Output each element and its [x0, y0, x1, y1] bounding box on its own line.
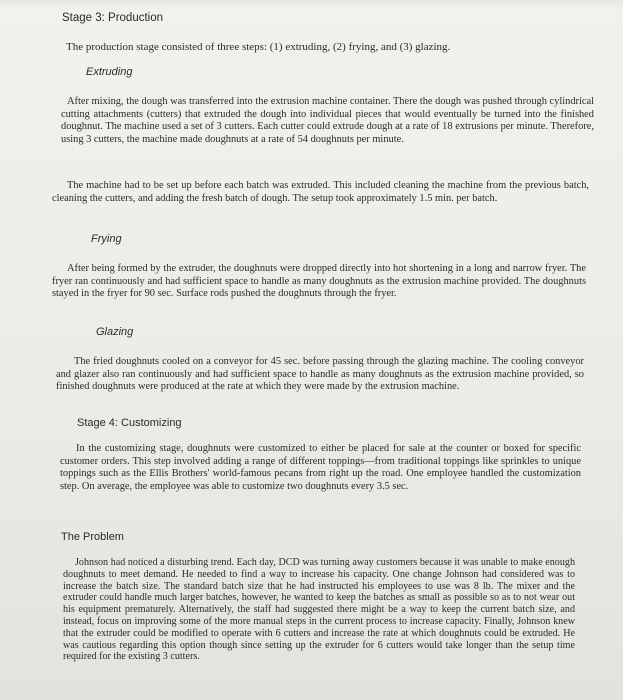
stage4-heading: Stage 4: Customizing [77, 417, 182, 429]
stage4-paragraph: In the customizing stage, doughnuts were customized to either be placed for sale at the counter or boxed for specific customer orders. This step involved adding a range of different toppings—from traditional toppings like sprinkles to unique toppings such as the Ellis Brothers' world-famous pecans from right up the road. One employee handled the customization step. On average, the employee was able to customize two doughnuts every 3.5 sec. [60, 443, 581, 492]
extruding-paragraph-2: The machine had to be set up before each batch was extruded. This included cleaning the machine from the previous batch, cleaning the cutters, and adding the fresh batch of dough. The setup took approximately 1.5 min. per batch. [52, 180, 589, 204]
extruding-paragraph-1: After mixing, the dough was transferred into the extrusion machine container. There the dough was pushed through cylindrical cutting attachments (cutters) that extruded the dough into individual pieces that would eventually be turned into the finished doughnut. The machine used a set of 3 cutters. Each cutter could extrude dough at a rate of 18 extrusions per minute. Therefore, using 3 cutters, the machine made doughnuts at a rate of 54 doughnuts per minute. [61, 96, 594, 145]
stage3-heading: Stage 3: Production [62, 12, 164, 24]
problem-heading: The Problem [61, 531, 124, 543]
glazing-heading: Glazing [96, 326, 134, 338]
page-shadow [0, 0, 623, 10]
frying-paragraph: After being formed by the extruder, the doughnuts were dropped directly into hot shortening in a long and narrow fryer. The fryer ran continuously and had sufficient space to handle as many doughnuts as the extrusion machine provided. The doughnuts stayed in the fryer for 90 sec. Surface rods pushed the doughnuts through the fryer. [52, 263, 586, 300]
extruding-heading: Extruding [86, 66, 133, 78]
problem-paragraph: Johnson had noticed a disturbing trend. Each day, DCD was turning away customers because it was unable to make enough doughnuts to meet demand. He needed to find a way to increase his capacity. One change Johnson had considered was to increase the batch size. The standard batch size that he had instructed his employees to use was 8 lb. The mixer and the extruder could handle much larger batches, however, he wanted to keep the batches as small as possible so as to not wear out his equipment prematurely. Alternatively, the staff had suggested there might be a way to keep the current batch size, and instead, focus on improving some of the more manual steps in the current process to increase capacity. Finally, Johnson knew that the extruder could be modified to operate with 6 cutters and increase the rate at which doughnuts could be extruded. He was cautious regarding this option though since setting up the extruder for 6 cutters would take longer than the setup time required for the existing 3 cutters. [63, 557, 575, 663]
stage3-intro: The production stage consisted of three steps: (1) extruding, (2) frying, and (3) glazing. [66, 41, 451, 53]
frying-heading: Frying [91, 233, 122, 245]
glazing-paragraph: The fried doughnuts cooled on a conveyor for 45 sec. before passing through the glazing machine. The cooling conveyor and glazer also ran continuously and had sufficient space to handle as many doughnuts as the extrusion machine provided, so finished doughnuts were produced at the rate at which they were made by the extrusion machine. [56, 356, 584, 393]
